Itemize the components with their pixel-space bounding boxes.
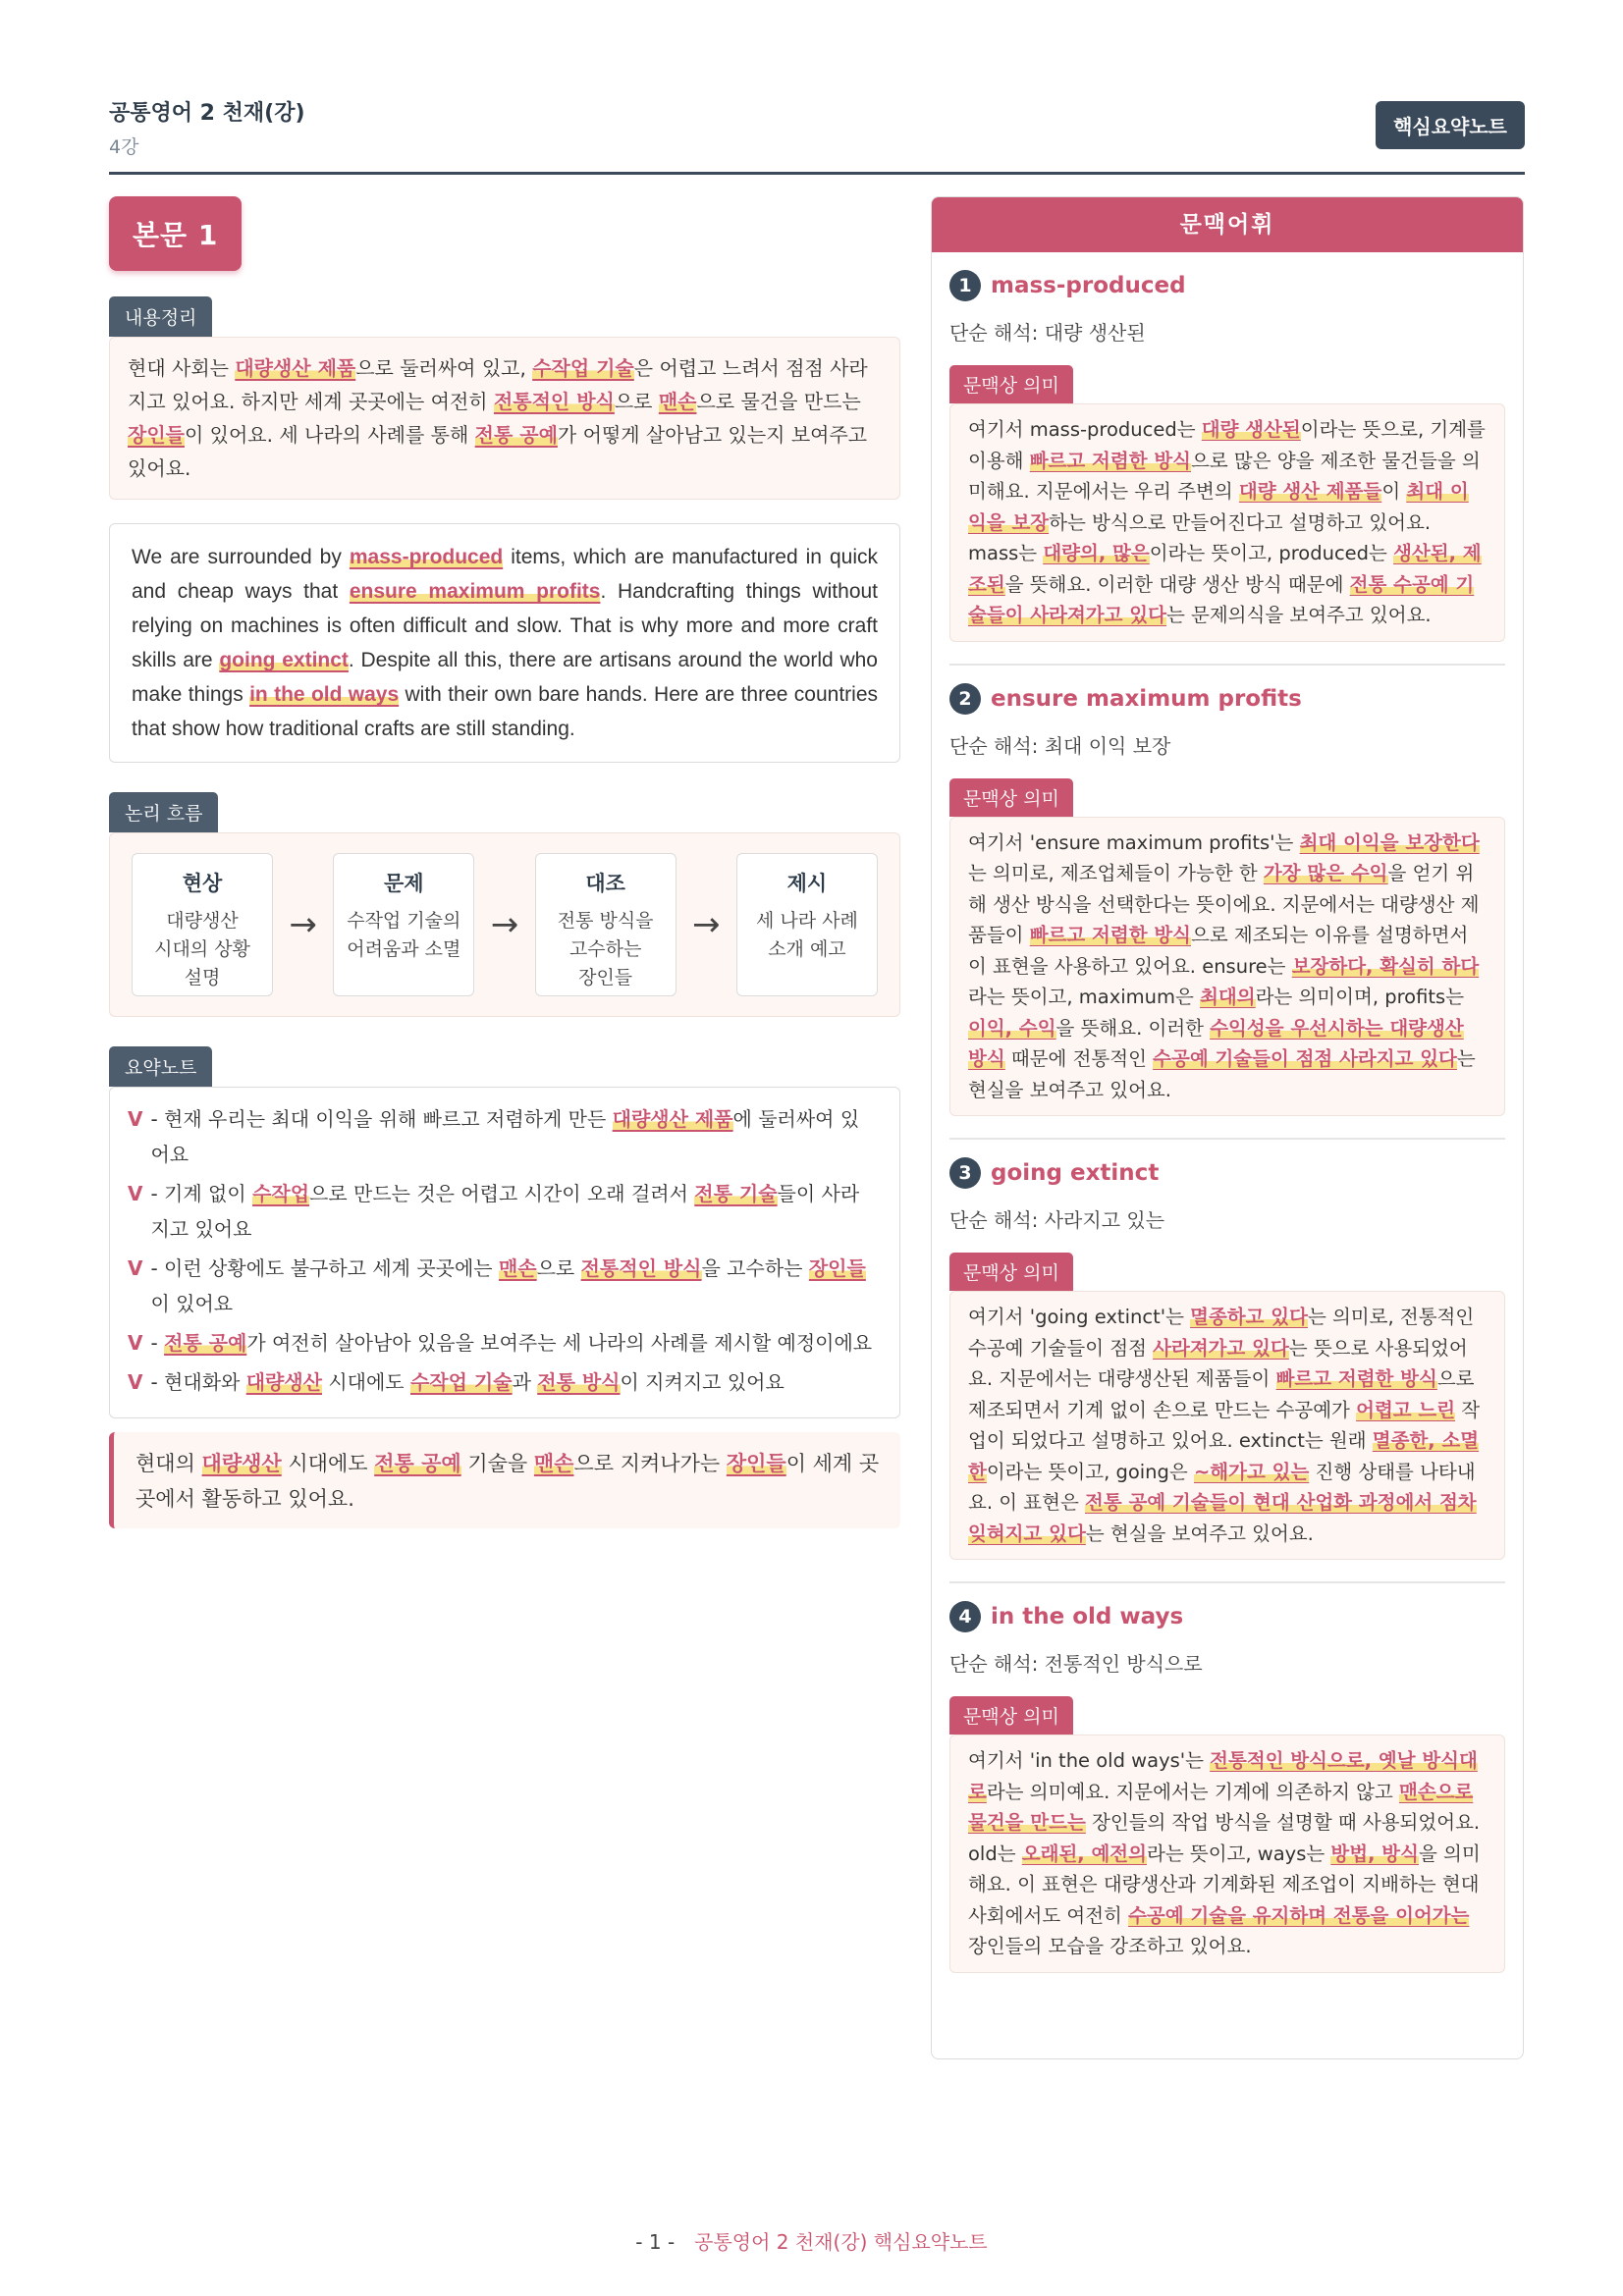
vocab-word: ensure maximum profits bbox=[991, 685, 1302, 712]
summary-section bbox=[109, 1046, 900, 1418]
text-segment: 이 지켜지고 있어요 bbox=[620, 1370, 784, 1394]
highlighted-keyword: 맨손 bbox=[533, 1452, 574, 1475]
flow-line: 전통 방식을 bbox=[557, 910, 654, 932]
logic-flow bbox=[109, 832, 900, 1017]
flow-step-desc bbox=[133, 907, 272, 992]
text-segment: 장인들의 모습을 강조하고 있어요. bbox=[968, 1935, 1252, 1957]
text-segment: 하는 방식으로 만들어진다고 설명하고 있어요. mass는 bbox=[968, 510, 1432, 564]
highlighted-keyword: 장인들 bbox=[128, 423, 185, 447]
text-segment: 이 세계 곳곳에서 활동하고 있어요. bbox=[135, 1452, 880, 1511]
vocab-heading bbox=[949, 1601, 1505, 1632]
flow-step-desc bbox=[536, 907, 676, 992]
text-segment: 으로 많은 양을 제조한 물건들을 의미해요. 지문에서는 우리 주변의 bbox=[968, 449, 1481, 503]
simple-translation-value: 대량 생산된 bbox=[1044, 321, 1146, 345]
text-segment: 때문에 전통적인 bbox=[1004, 1047, 1154, 1070]
note-type-badge: 핵심요약노트 bbox=[1376, 101, 1525, 149]
text-segment: 진행 상태를 나타내요. 이 표현은 bbox=[968, 1460, 1476, 1514]
simple-translation bbox=[949, 1648, 1505, 1677]
text-segment: 을 의미해요. 이 표현은 대량생산과 기계화된 제조업이 지배하는 현대 사회에서도 여전히 bbox=[968, 1842, 1481, 1927]
vocab-number: 1 bbox=[949, 270, 981, 301]
highlighted-keyword: 수작업 기술 bbox=[532, 356, 634, 380]
flow-step-desc bbox=[334, 907, 473, 964]
highlighted-keyword: 전통 수공예 기술들이 사라져가고 있다 bbox=[968, 572, 1475, 626]
highlighted-keyword: 전통적인 방식 bbox=[493, 390, 615, 413]
text-segment: 는 문제의식을 보여주고 있어요. bbox=[1165, 604, 1432, 626]
arrow-right-icon: → bbox=[490, 905, 519, 944]
highlighted-keyword: 전통적인 방식으로, 옛날 방식대로 bbox=[968, 1749, 1478, 1803]
content-summary-text bbox=[109, 337, 900, 500]
highlighted-keyword: ~해가고 있는 bbox=[1193, 1460, 1310, 1483]
summary-item bbox=[128, 1176, 878, 1247]
text-segment: 이 있어요. 세 나라의 사례를 통해 bbox=[184, 423, 475, 447]
flow-step-contrast bbox=[535, 853, 676, 996]
conclusion-callout bbox=[109, 1432, 900, 1528]
check-mark-icon: V bbox=[128, 1331, 143, 1355]
vocab-heading bbox=[949, 1157, 1505, 1189]
text-segment: 라는 뜻이고, maximum은 bbox=[968, 986, 1201, 1008]
highlighted-keyword: 대량 생산 제품들 bbox=[1238, 480, 1382, 503]
context-meaning-label: 문맥상 의미 bbox=[949, 778, 1073, 817]
text-segment: 으로 bbox=[614, 390, 659, 413]
text-segment: . Handcrafting things without relying on machines is often difficult and slow. That is why more and more craft skills are bbox=[132, 580, 879, 671]
highlighted-keyword: 수공예 기술들이 점점 사라지고 있다 bbox=[1153, 1047, 1457, 1070]
flow-step-phenomenon bbox=[132, 853, 273, 996]
text-segment: 여기서 mass-produced는 bbox=[968, 418, 1202, 441]
text-segment: 으로 둘러싸여 있고, bbox=[355, 356, 533, 380]
highlighted-keyword: 전통 기술 bbox=[694, 1182, 778, 1205]
context-vocabulary-panel bbox=[931, 196, 1524, 2059]
arrow-right-icon: → bbox=[289, 905, 317, 944]
text-segment: . Despite all this, there are artisans around the world who make things bbox=[132, 649, 878, 706]
flow-step-title: 제시 bbox=[786, 872, 828, 895]
text-segment: with their own bare hands. Here are three countries that show how traditional crafts are still standing. bbox=[132, 683, 879, 740]
text-segment: 라는 뜻이고, ways는 bbox=[1146, 1842, 1331, 1865]
text-segment: 을 고수하는 bbox=[701, 1256, 809, 1280]
highlighted-keyword: 수작업 bbox=[252, 1182, 310, 1205]
text-segment: 작업이 되었다고 설명하고 있어요. extinct는 원래 bbox=[968, 1398, 1481, 1452]
text-segment: 는 현실을 보여주고 있어요. bbox=[1085, 1522, 1314, 1545]
simple-translation-label: 단순 해석: bbox=[949, 1652, 1045, 1676]
text-segment: 으로 제조되면서 기계 없이 손으로 만드는 수공예가 bbox=[968, 1367, 1475, 1421]
context-meaning-text bbox=[949, 1291, 1505, 1560]
highlighted-keyword: 빠르고 저렴한 방식 bbox=[1029, 449, 1191, 472]
vocab-word: in the old ways bbox=[991, 1604, 1184, 1629]
highlighted-keyword: 전통 방식 bbox=[537, 1370, 621, 1394]
text-segment: 으로 bbox=[536, 1256, 581, 1280]
flow-step-title: 대조 bbox=[585, 872, 625, 895]
text-segment: 시대에도 bbox=[281, 1452, 375, 1475]
text-segment: 장인들의 작업 방식을 설명할 때 사용되었어요. old는 bbox=[968, 1811, 1481, 1865]
text-segment: 여기서 'in the old ways'는 bbox=[968, 1749, 1211, 1772]
text-segment: 을 얻기 위해 생산 방식을 선택한다는 뜻이에요. 지문에서는 대량생산 제품들이 bbox=[968, 862, 1480, 946]
check-mark-icon: V bbox=[128, 1107, 143, 1131]
simple-translation-value: 전통적인 방식으로 bbox=[1044, 1652, 1203, 1676]
context-meaning-label: 문맥상 의미 bbox=[949, 1253, 1073, 1291]
text-segment: 가 어떻게 살아남고 있는지 보여주고 있어요. bbox=[128, 423, 868, 480]
simple-translation bbox=[949, 1204, 1505, 1233]
text-segment: 은 어렵고 느려서 점점 사라지고 있어요. 하지만 세계 곳곳에는 여전히 bbox=[128, 356, 868, 413]
vocab-entry bbox=[932, 666, 1523, 1141]
text-segment: - 이런 상황에도 불구하고 세계 곳곳에는 bbox=[150, 1256, 499, 1280]
logic-flow-label: 논리 흐름 bbox=[109, 792, 218, 832]
vocab-number: 2 bbox=[949, 683, 981, 715]
summary-item-text bbox=[150, 1251, 878, 1321]
flow-line: 수작업 기술의 bbox=[347, 910, 461, 932]
arrow-right-icon: → bbox=[692, 905, 721, 944]
text-segment: 이라는 뜻이고, going은 bbox=[986, 1460, 1194, 1483]
vocabulary-panel-title: 문맥어휘 bbox=[932, 197, 1523, 252]
highlighted-keyword: going extinct bbox=[219, 649, 349, 671]
page-number: - 1 - bbox=[635, 2230, 676, 2254]
text-segment: 현대 사회는 bbox=[128, 356, 236, 380]
check-mark-icon: V bbox=[128, 1256, 143, 1280]
text-segment: We are surrounded by bbox=[132, 546, 350, 568]
vocab-word: going extinct bbox=[991, 1160, 1160, 1186]
flow-line: 대량생산 bbox=[166, 910, 239, 932]
footer-title: 공통영어 2 천재(강) 핵심요약노트 bbox=[694, 2230, 988, 2254]
highlighted-keyword: 대량생산 제품 bbox=[235, 356, 356, 380]
highlighted-keyword: 수작업 기술 bbox=[409, 1370, 513, 1394]
content-summary-label: 내용정리 bbox=[109, 296, 212, 337]
flow-step-problem bbox=[333, 853, 474, 996]
highlighted-keyword: 빠르고 저렴한 방식 bbox=[1029, 924, 1191, 946]
highlighted-keyword: 장인들 bbox=[726, 1452, 786, 1475]
simple-translation-label: 단순 해석: bbox=[949, 1208, 1045, 1232]
text-segment: 이 bbox=[1381, 480, 1407, 503]
flow-line: 설명 bbox=[184, 967, 221, 988]
check-mark-icon: V bbox=[128, 1182, 143, 1205]
summary-item-text bbox=[150, 1176, 878, 1247]
text-segment: 라는 의미예요. 지문에서는 기계에 의존하지 않고 bbox=[986, 1780, 1399, 1803]
vocab-word: mass-produced bbox=[991, 273, 1186, 298]
highlighted-keyword: 멸종한, 소멸한 bbox=[968, 1429, 1480, 1483]
page-footer bbox=[0, 2226, 1623, 2255]
vocab-entry bbox=[932, 252, 1523, 666]
highlighted-keyword: 대량생산 bbox=[201, 1452, 282, 1475]
flow-line: 고수하는 bbox=[568, 938, 642, 960]
text-segment: 여기서 'going extinct'는 bbox=[968, 1306, 1191, 1328]
highlighted-keyword: 어렵고 느린 bbox=[1356, 1398, 1456, 1421]
text-segment: 으로 제조되는 이유를 설명하면서 이 표현을 사용하고 있어요. ensure는 bbox=[968, 924, 1469, 978]
highlighted-keyword: 장인들 bbox=[808, 1256, 866, 1280]
highlighted-keyword: in the old ways bbox=[249, 683, 400, 706]
context-meaning-text bbox=[949, 403, 1505, 642]
flow-line: 장인들 bbox=[578, 967, 633, 988]
text-segment: - 기계 없이 bbox=[150, 1182, 253, 1205]
text-segment: 에 둘러싸여 있어요 bbox=[150, 1107, 860, 1166]
text-segment: 라는 의미이며, profits는 bbox=[1255, 986, 1465, 1008]
text-segment: 기술을 bbox=[460, 1452, 534, 1475]
simple-translation bbox=[949, 730, 1505, 759]
vocab-heading bbox=[949, 683, 1505, 715]
text-segment: - bbox=[150, 1331, 165, 1355]
flow-line: 시대의 상황 bbox=[154, 938, 250, 960]
text-segment: 을 뜻해요. 이러한 bbox=[1055, 1016, 1211, 1040]
text-segment: 으로 물건을 만드는 bbox=[696, 390, 861, 413]
text-segment: 현대의 bbox=[135, 1452, 202, 1475]
context-meaning-text bbox=[949, 817, 1505, 1117]
highlighted-keyword: 수익성을 우선시하는 대량생산 방식 bbox=[968, 1016, 1464, 1070]
highlighted-keyword: 사라져가고 있다 bbox=[1153, 1336, 1289, 1360]
text-segment: 여기서 'ensure maximum profits'는 bbox=[968, 830, 1300, 854]
context-meaning-label: 문맥상 의미 bbox=[949, 365, 1073, 403]
highlighted-keyword: 최대의 bbox=[1200, 986, 1256, 1008]
main-passage-column bbox=[109, 196, 900, 1528]
simple-translation bbox=[949, 317, 1505, 346]
text-segment: 는 의미로, 제조업체들이 가능한 한 bbox=[968, 862, 1264, 884]
lesson-number: 4강 bbox=[109, 136, 139, 158]
text-segment: 이라는 뜻이고, produced는 bbox=[1149, 542, 1394, 564]
highlighted-keyword: 맨손 bbox=[658, 390, 697, 413]
check-mark-icon: V bbox=[128, 1370, 143, 1394]
highlighted-keyword: 오래된, 예전의 bbox=[1021, 1842, 1147, 1865]
text-segment: items, which are manufactured in quick and cheap ways that bbox=[132, 546, 878, 603]
text-segment: 이라는 뜻으로, 기계를 이용해 bbox=[968, 418, 1486, 472]
simple-translation-value: 최대 이익 보장 bbox=[1044, 733, 1171, 758]
text-segment: 는 의미로, 전통적인 수공예 기술들이 점점 bbox=[968, 1306, 1475, 1360]
text-segment: 는 현실을 보여주고 있어요. bbox=[968, 1047, 1476, 1101]
highlighted-keyword: ensure maximum profits bbox=[349, 580, 601, 603]
simple-translation-value: 사라지고 있는 bbox=[1044, 1208, 1165, 1232]
highlighted-keyword: 맨손 bbox=[498, 1256, 537, 1280]
vocab-number: 4 bbox=[949, 1601, 981, 1632]
flow-line: 어려움과 소멸 bbox=[347, 938, 461, 960]
vocab-entry bbox=[932, 1140, 1523, 1583]
summary-notes-label: 요약노트 bbox=[109, 1046, 212, 1087]
text-segment: 과 bbox=[512, 1370, 538, 1394]
highlighted-keyword: 전통적인 방식 bbox=[580, 1256, 702, 1280]
highlighted-keyword: 전통 공예 bbox=[164, 1331, 247, 1355]
page-header bbox=[109, 93, 1525, 175]
text-segment: 들이 사라지고 있어요 bbox=[150, 1182, 860, 1241]
highlighted-keyword: 대량생산 bbox=[245, 1370, 322, 1394]
text-segment: 으로 지켜나가는 bbox=[573, 1452, 727, 1475]
summary-item-text bbox=[150, 1101, 878, 1172]
highlighted-keyword: 수공예 기술을 유지하며 전통을 이어가는 bbox=[1128, 1903, 1470, 1927]
flow-step-desc bbox=[737, 907, 877, 964]
highlighted-keyword: 맨손으로 물건을 만드는 bbox=[968, 1780, 1474, 1834]
text-segment: 가 여전히 살아남아 있음을 보여주는 세 나라의 사례를 제시할 예정이에요 bbox=[246, 1331, 873, 1355]
passage-badge: 본문 1 bbox=[109, 196, 242, 271]
flow-step-title: 현상 bbox=[182, 872, 223, 895]
highlighted-keyword: 이익, 수익 bbox=[968, 1016, 1056, 1040]
flow-step-presentation bbox=[736, 853, 878, 996]
vocab-entry bbox=[932, 1583, 1523, 1973]
text-segment: 을 뜻해요. 이러한 대량 생산 방식 때문에 bbox=[1004, 572, 1350, 596]
summary-item bbox=[128, 1101, 878, 1172]
summary-notes bbox=[109, 1087, 900, 1418]
highlighted-keyword: 대량 생산된 bbox=[1201, 418, 1301, 441]
summary-item-text bbox=[150, 1364, 784, 1400]
content-section bbox=[109, 296, 900, 500]
text-segment: - 현재 우리는 최대 이익을 위해 빠르고 저렴하게 만든 bbox=[150, 1107, 613, 1131]
highlighted-keyword: 가장 많은 수익 bbox=[1263, 862, 1388, 884]
simple-translation-label: 단순 해석: bbox=[949, 733, 1045, 758]
highlighted-keyword: 빠르고 저렴한 방식 bbox=[1275, 1367, 1437, 1390]
context-meaning-text bbox=[949, 1735, 1505, 1973]
highlighted-keyword: 전통 공예 기술들이 현대 산업화 과정에서 점차 잊혀지고 있다 bbox=[968, 1491, 1477, 1545]
summary-item bbox=[128, 1325, 878, 1361]
highlighted-keyword: 멸종하고 있다 bbox=[1190, 1306, 1308, 1328]
english-passage bbox=[109, 523, 900, 763]
logic-flow-section bbox=[109, 792, 900, 1017]
highlighted-keyword: 대량의, 많은 bbox=[1043, 542, 1150, 564]
highlighted-keyword: mass-produced bbox=[349, 546, 504, 568]
flow-line: 소개 예고 bbox=[768, 938, 846, 960]
highlighted-keyword: 최대 이익을 보장 bbox=[968, 480, 1469, 534]
highlighted-keyword: 보장하다, 확실히 하다 bbox=[1291, 954, 1480, 978]
highlighted-keyword: 생산된, 제조된 bbox=[968, 542, 1482, 596]
flow-line: 세 나라 사례 bbox=[756, 910, 858, 932]
simple-translation-label: 단순 해석: bbox=[949, 321, 1045, 345]
vocab-heading bbox=[949, 270, 1505, 301]
highlighted-keyword: 최대 이익을 보장한다 bbox=[1299, 830, 1480, 854]
highlighted-keyword: 방법, 방식 bbox=[1330, 1842, 1419, 1865]
text-segment: 시대에도 bbox=[321, 1370, 410, 1394]
highlighted-keyword: 전통 공예 bbox=[474, 423, 558, 447]
text-segment: 이 있어요 bbox=[150, 1292, 234, 1315]
text-segment: 으로 만드는 것은 어렵고 시간이 오래 걸려서 bbox=[309, 1182, 695, 1205]
text-segment: - 현대화와 bbox=[150, 1370, 246, 1394]
summary-item bbox=[128, 1251, 878, 1321]
flow-step-title: 문제 bbox=[384, 872, 424, 895]
context-meaning-label: 문맥상 의미 bbox=[949, 1696, 1073, 1735]
text-segment: 는 뜻으로 사용되었어요. 지문에서는 대량생산된 제품들이 bbox=[968, 1336, 1468, 1390]
summary-item-text bbox=[150, 1325, 872, 1361]
document-title: 공통영어 2 천재(강) bbox=[109, 101, 305, 126]
vocab-number: 3 bbox=[949, 1157, 981, 1189]
summary-item bbox=[128, 1364, 878, 1400]
highlighted-keyword: 대량생산 제품 bbox=[612, 1107, 733, 1131]
highlighted-keyword: 전통 공예 bbox=[374, 1452, 461, 1475]
